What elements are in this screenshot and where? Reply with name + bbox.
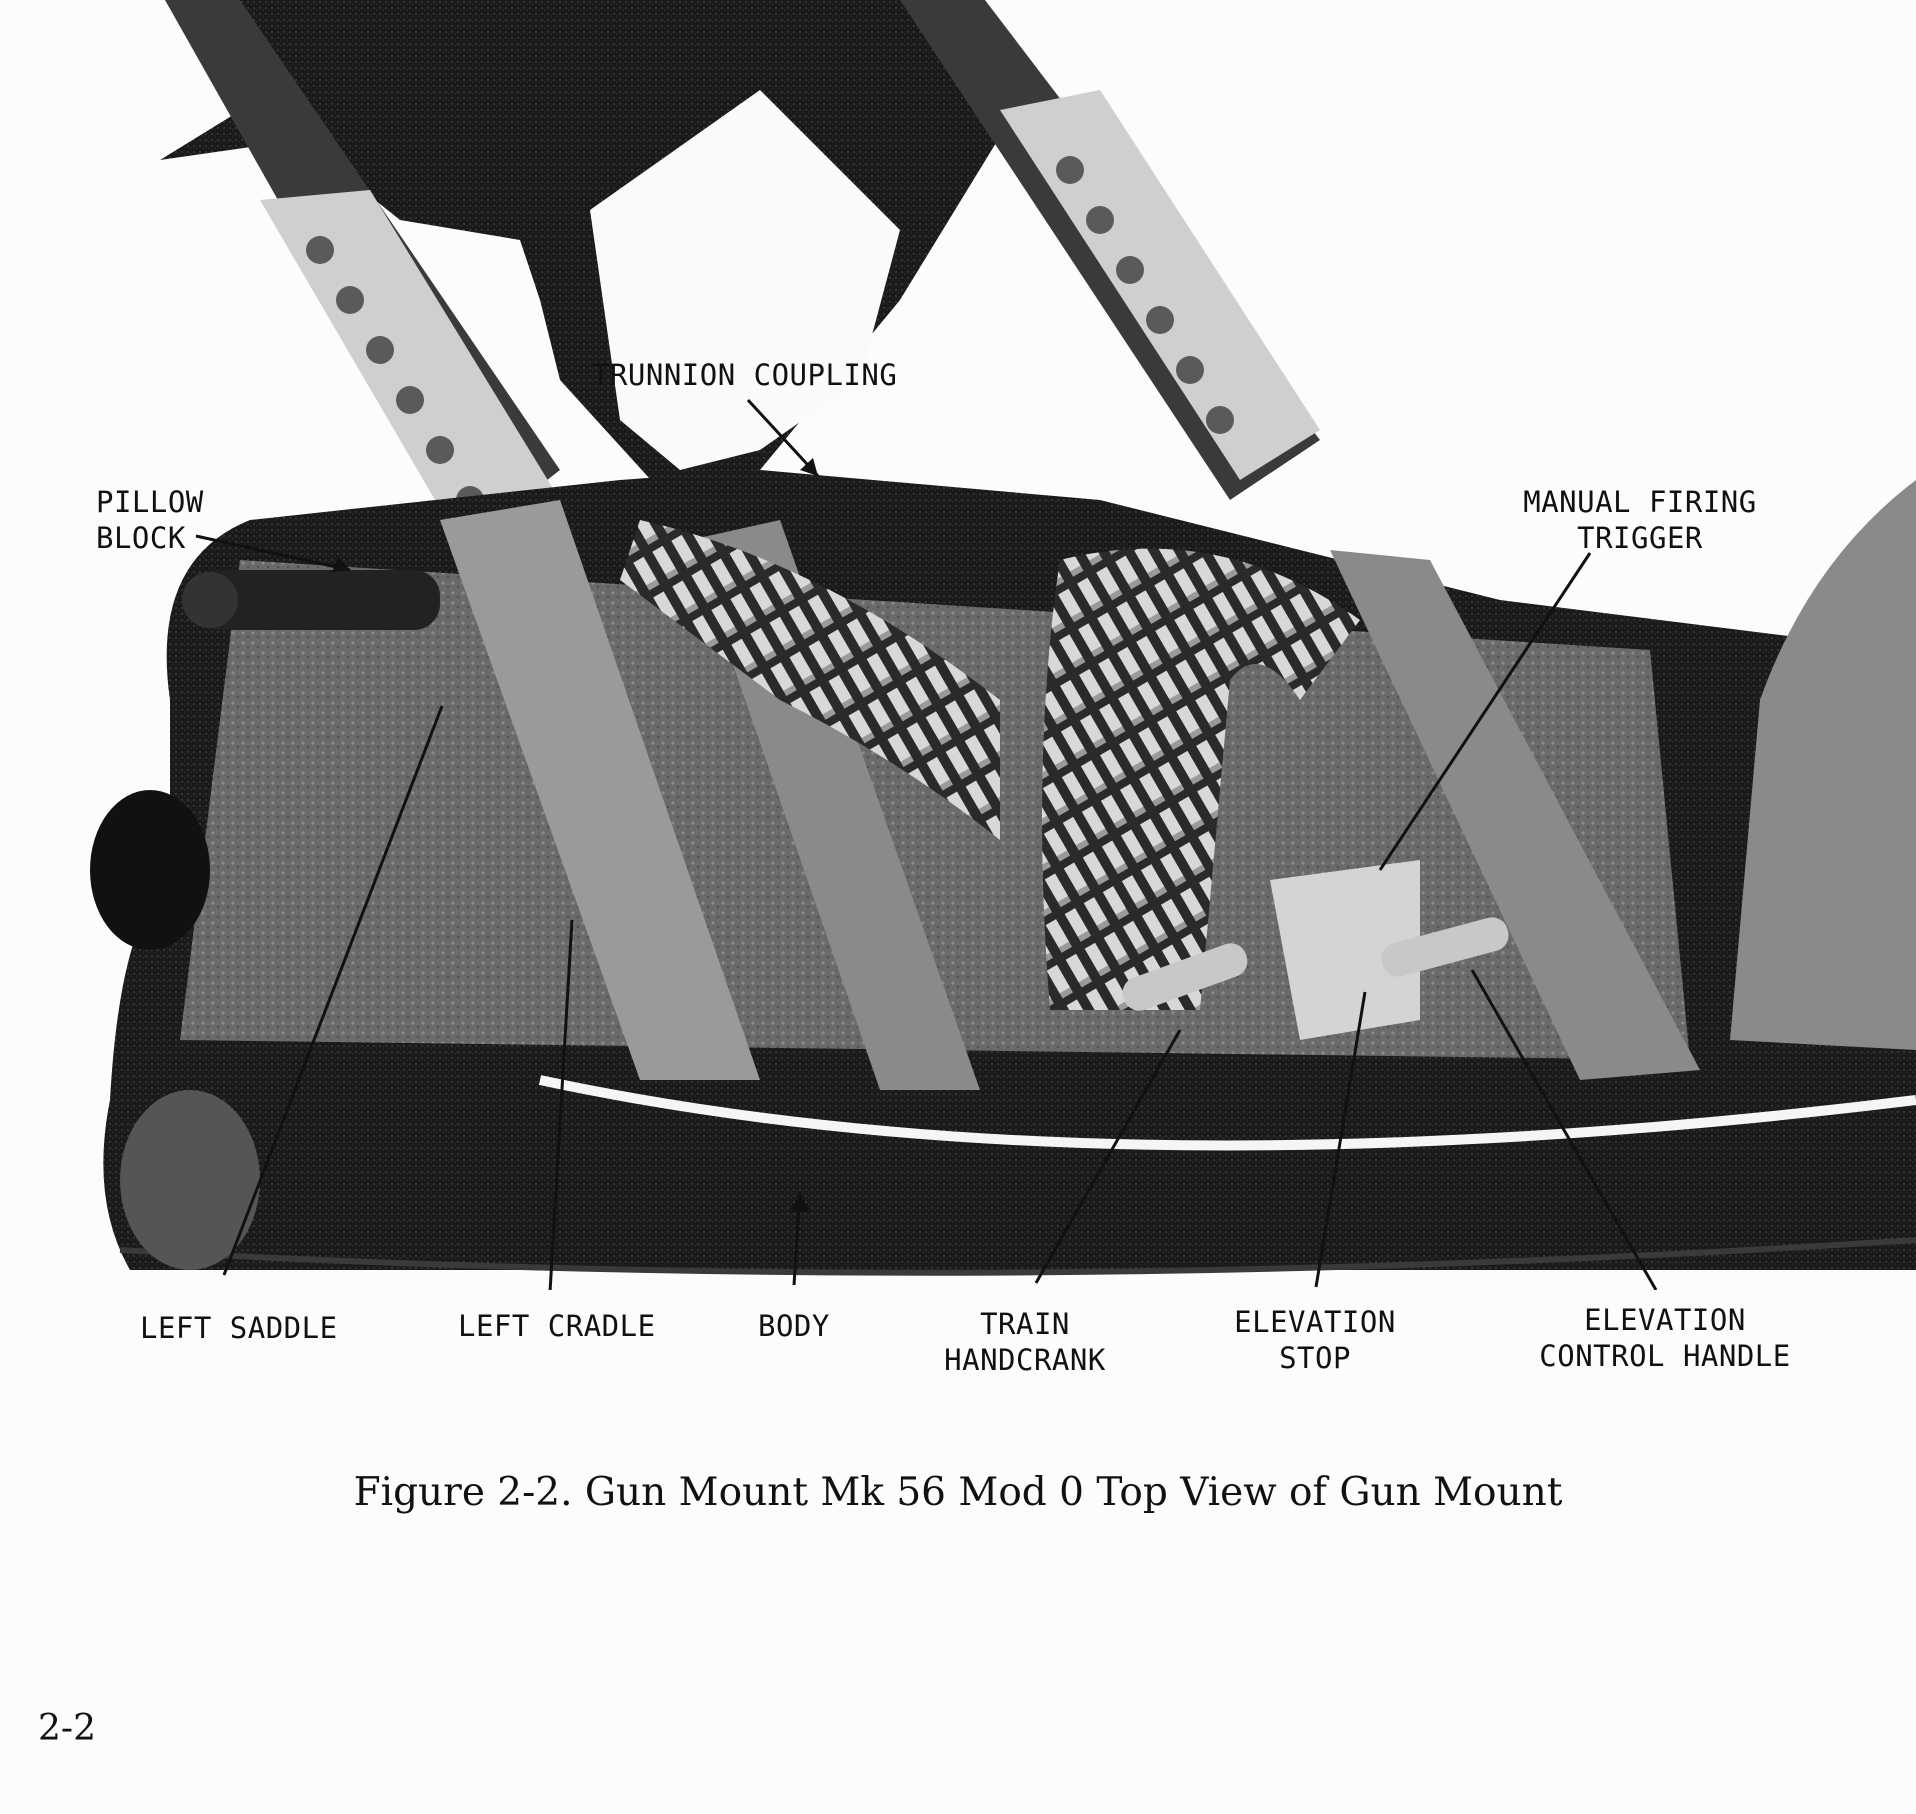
train-handcrank-label xyxy=(920,1306,1130,1378)
right-gun-jacket xyxy=(1000,90,1320,480)
train-handcrank-label-line-2: HANDCRANK xyxy=(944,1343,1106,1377)
elevation-control-handle-label-line-1: ELEVATION xyxy=(1584,1303,1746,1337)
pillow-block-label-line-2: BLOCK xyxy=(96,521,186,555)
right-hood xyxy=(1730,480,1916,1050)
elevation-control-handle-label-line-2: CONTROL HANDLE xyxy=(1539,1339,1791,1373)
elevation-stop-label-line-2: STOP xyxy=(1279,1341,1351,1375)
left-roller xyxy=(90,790,210,950)
figure-caption: Figure 2-2. Gun Mount Mk 56 Mod 0 Top View of Gun Mount xyxy=(353,1470,1563,1515)
pillow-block-label-line-1: PILLOW xyxy=(96,485,204,519)
elevation-stop-label xyxy=(1220,1304,1410,1376)
left-cradle-label: LEFT CRADLE xyxy=(458,1309,656,1343)
left-saddle-label: LEFT SADDLE xyxy=(140,1311,338,1345)
page-number: 2-2 xyxy=(38,1708,96,1749)
elevation-control-handle-label xyxy=(1530,1302,1800,1374)
elevation-stop-label-line-1: ELEVATION xyxy=(1234,1305,1396,1339)
manual-firing-trigger-label-line-2: TRIGGER xyxy=(1577,521,1703,555)
manual-firing-trigger-label-line-1: MANUAL FIRING xyxy=(1523,485,1757,519)
train-handcrank-label-line-1: TRAIN xyxy=(980,1307,1070,1341)
manual-firing-trigger-label xyxy=(1510,484,1770,556)
pillow-block-label xyxy=(96,484,204,556)
body-label: BODY xyxy=(758,1309,830,1343)
trunnion-coupling-label: TRUNNION COUPLING xyxy=(592,358,898,392)
